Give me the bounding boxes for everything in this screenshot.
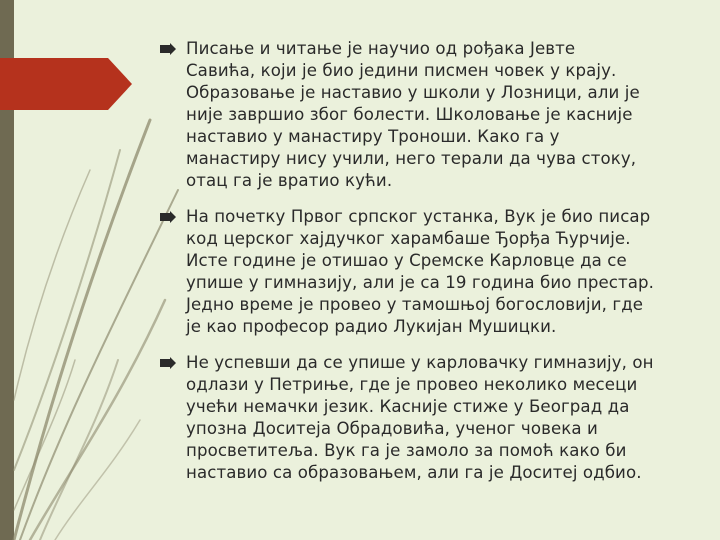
bullet-item [160,206,700,338]
slide-content [160,38,700,498]
bullet-text: Не успевши да се упише у карловачку гимназију, он одлази у Петриње, где је провео неколико месеци учећи немачки језик. Касније стиже у Београд да упозна Доситеја Обрадовића, ученог човека и просветитеља. Вук га је замоло за помоћ како би наставио са образовањем, али га је Доситеј одбио. [186,353,654,482]
bullet-text: На почетку Првог српског устанка, Вук је био писар код церског хајдучког харамбаше Ђорђа Ћурчије. Исте године је отишао у Сремске Карловце да се упише у гимназију, али је са 19 година био престар. Једно време је провео у тамошњој богословији, где је као професор радио Лукијан Мушицки. [186,207,655,336]
bullet-item [160,352,700,484]
bullet-text: Писање и читање је научио од рођака Јевте Савића, који је био једини писмен човек у крају. Образовање је наставио у школи у Лозници, али је није завршио због болести. Школовање је касније наставио у манастиру Троноши. Како га у манастиру нису учили, него терали да чува стоку, отац га је вратио кући. [186,39,640,190]
bullet-item [160,38,700,192]
arrow-pointer-icon [160,38,186,60]
arrow-pointer-icon [160,352,186,374]
arrow-pointer-icon [160,206,186,228]
